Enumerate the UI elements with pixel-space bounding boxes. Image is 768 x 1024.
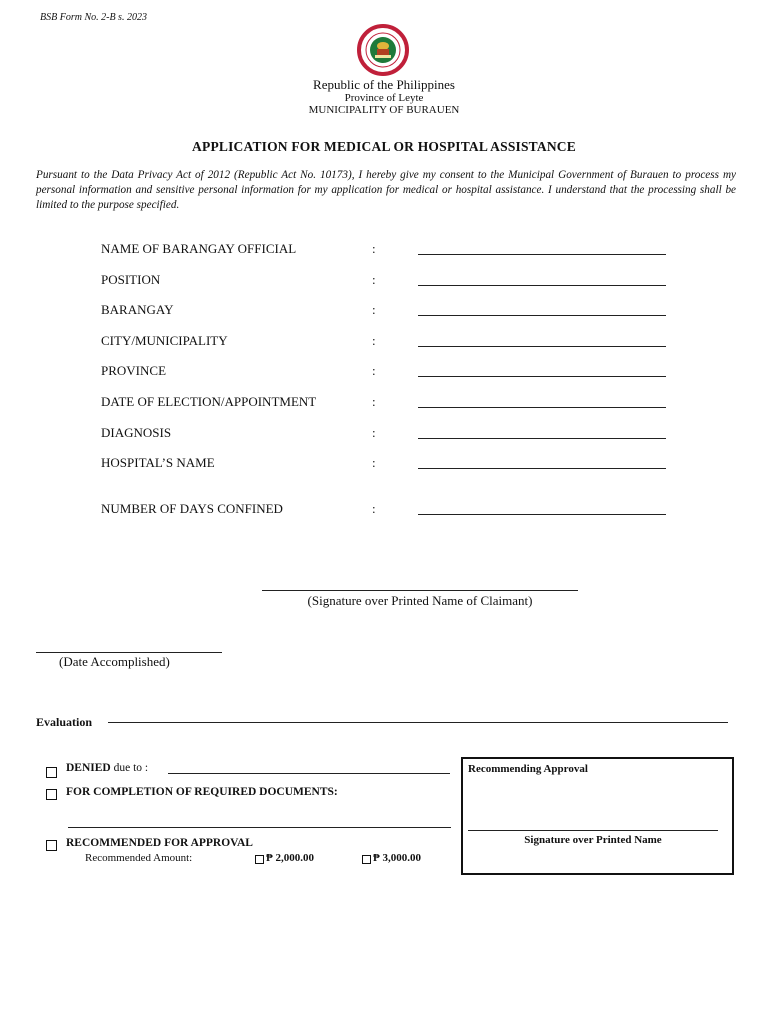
privacy-consent-paragraph: Pursuant to the Data Privacy Act of 2012 (Republic Act No. 10173), I hereby give my consent to the Municipal Government of Burauen to process my personal information and sensitive personal information for my application for medical or hospital assistance. I understand that the processing shall be limited to the purpose specified. [36, 169, 736, 211]
completion-details-line[interactable] [68, 827, 451, 828]
barangay-input-line[interactable] [418, 315, 666, 316]
field-label-hospital-name: HOSPITAL’S NAME [101, 455, 215, 470]
field-colon: : [372, 272, 376, 287]
position-input-line[interactable] [418, 285, 666, 286]
field-label-barangay: BARANGAY [101, 302, 174, 317]
denied-checkbox[interactable] [46, 767, 57, 778]
form-code: BSB Form No. 2-B s. 2023 [40, 12, 147, 23]
completion-label: FOR COMPLETION OF REQUIRED DOCUMENTS: [66, 786, 338, 798]
recommended-checkbox[interactable] [46, 840, 57, 851]
approver-signature-caption: Signature over Printed Name [524, 834, 662, 846]
approver-signature-line[interactable] [468, 830, 718, 831]
date-accomplished-caption: (Date Accomplished) [59, 654, 170, 669]
evaluation-label: Evaluation [36, 715, 93, 729]
denied-option [66, 762, 148, 774]
claimant-signature-caption: (Signature over Printed Name of Claimant) [307, 593, 533, 608]
province-heading: Province of Leyte [344, 92, 424, 104]
field-colon: : [372, 241, 376, 256]
completion-checkbox[interactable] [46, 789, 57, 800]
denied-label: DENIED [66, 762, 111, 774]
evaluation-divider [108, 722, 728, 723]
denied-reason-line[interactable] [168, 773, 450, 774]
hospital-name-input-line[interactable] [418, 468, 666, 469]
denied-suffix: due to : [110, 762, 149, 774]
amount-3000-checkbox[interactable] [362, 855, 371, 864]
field-label-date-of-election: DATE OF ELECTION/APPOINTMENT [101, 394, 317, 409]
field-label-province: PROVINCE [101, 363, 167, 378]
field-colon: : [372, 394, 376, 409]
field-label-diagnosis: DIAGNOSIS [101, 425, 172, 440]
recommended-option [66, 837, 253, 849]
recommended-label: RECOMMENDED FOR APPROVAL [66, 837, 253, 849]
diagnosis-input-line[interactable] [418, 438, 666, 439]
recommending-approval-title: Recommending Approval [468, 763, 588, 775]
amount-2000-label: ₱ 2,000.00 [266, 852, 314, 864]
field-colon: : [372, 302, 376, 317]
date-of-election-input-line[interactable] [418, 407, 666, 408]
field-colon: : [372, 455, 376, 470]
form-title: APPLICATION FOR MEDICAL OR HOSPITAL ASSISTANCE [192, 139, 576, 154]
recommended-amount-label: Recommended Amount: [85, 852, 193, 864]
field-colon: : [372, 501, 376, 516]
field-label-city-municipality: CITY/MUNICIPALITY [101, 333, 228, 348]
republic-heading: Republic of the Philippines [313, 77, 455, 92]
claimant-signature-line[interactable] [262, 590, 578, 591]
field-label-days-confined: NUMBER OF DAYS CONFINED [101, 501, 283, 516]
field-colon: : [372, 333, 376, 348]
days-confined-input-line[interactable] [418, 514, 666, 515]
city-municipality-input-line[interactable] [418, 346, 666, 347]
official-seal-logo [354, 24, 412, 76]
province-input-line[interactable] [418, 376, 666, 377]
field-label-position: POSITION [101, 272, 161, 287]
field-colon: : [372, 363, 376, 378]
barangay-official-input-line[interactable] [418, 254, 666, 255]
completion-option [66, 786, 338, 798]
field-colon: : [372, 425, 376, 440]
date-accomplished-line[interactable] [36, 652, 222, 653]
amount-3000-label: ₱ 3,000.00 [373, 852, 421, 864]
amount-2000-checkbox[interactable] [255, 855, 264, 864]
municipality-heading: MUNICIPALITY OF BURAUEN [308, 104, 460, 116]
field-label-barangay-official: NAME OF BARANGAY OFFICIAL [101, 241, 297, 256]
